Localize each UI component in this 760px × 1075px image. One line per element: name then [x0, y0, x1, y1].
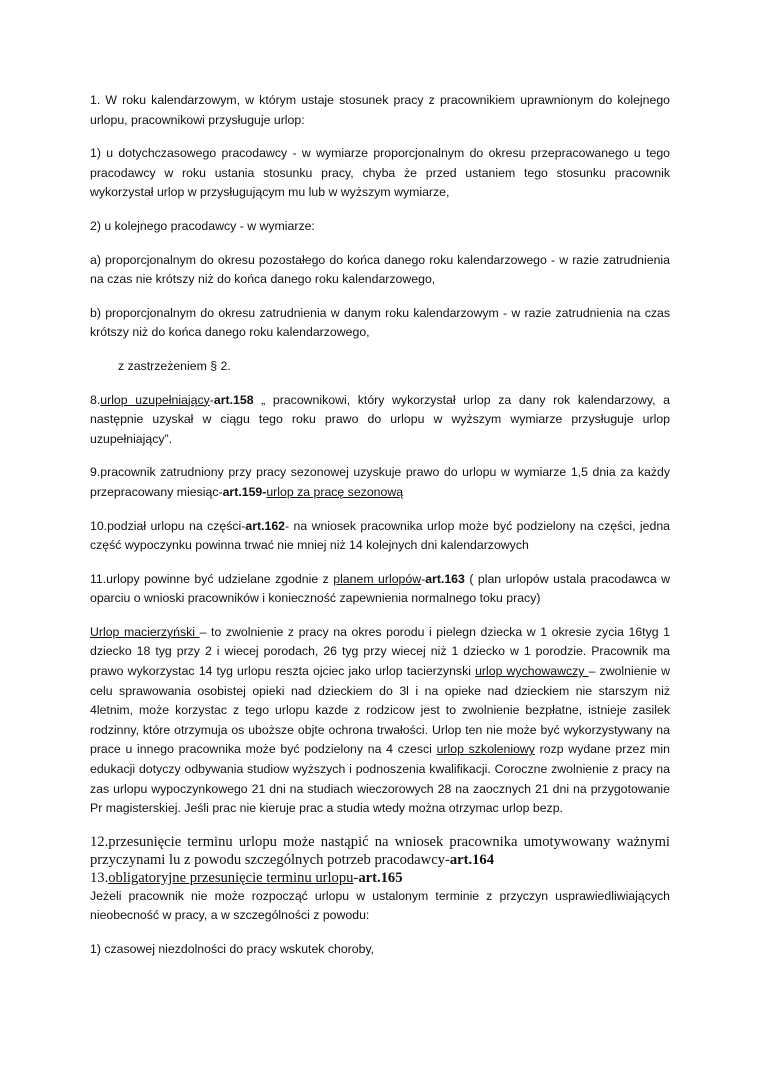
link-urlop-szkoleniowy[interactable]: urlop szkoleniowy — [436, 742, 535, 757]
article-ref: art.159- — [222, 484, 267, 499]
link-urlop-uzupelniajacy[interactable]: urlop uzupełniający — [100, 392, 210, 407]
paragraph-14: Jeżeli pracownik nie może rozpocząć urlopu w ustalonym terminie z przyczyn usprawiedliwiających nieobecność w pracy, a w szczególności z powodu: — [90, 888, 670, 923]
paragraph-12: 12.przesunięcie terminu urlopu może nastąpić na wniosek pracownika umotywowany ważnymi przyczynami lu z powodu szczególnych potrzeb pracodawcy-art.164 — [90, 833, 670, 868]
paragraph-5: b) proporcjonalnym do okresu zatrudnienia w danym roku kalendarzowym - w razie zatrudnienia na czas krótszy niż do końca danego roku kalendarzowego, — [90, 305, 670, 340]
paragraph-9: 9.pracownik zatrudniony przy pracy sezonowej uzyskuje prawo do urlopu w wymiarze 1,5 dnia za każdy przepracowany miesiąc-art.159-urlop za pracę sezonową — [90, 465, 670, 499]
paragraph-1: 1. W roku kalendarzowym, w którym ustaje stosunek pracy z pracownikiem uprawnionym do kolejnego urlopu, pracownikowi przysługuje urlop: — [90, 93, 670, 127]
link-obligatoryjne-przesuniecie[interactable]: obligatoryjne przesunięcie terminu urlopu — [108, 869, 354, 886]
paragraph-11: 11.urlopy powinne być udzielane zgodnie z planem urlopów-art.163 ( plan urlopów ustala pracodawca w oparciu o wnioski pracowników i konieczność zapewnienia normalnego toku pracy) — [90, 571, 671, 606]
link-urlop-macierzynski[interactable]: Urlop macierzyński — [90, 624, 200, 639]
article-ref: art.163 — [425, 571, 465, 586]
paragraph-2: 1) u dotychczasowego pracodawcy - w wymiarze proporcjonalnym do okresu przepracowanego u tego pracodawcy w roku ustania stosunku pracy, chyba że przed ustaniem tego stosunku pracownik wykorzystał urlop w przysługującym mu lub w wyższym wymiarze, — [90, 146, 670, 200]
link-urlop-wychowawczy[interactable]: urlop wychowawczy — [475, 664, 589, 679]
article-ref: art.162 — [245, 518, 286, 533]
article-ref: art.158 — [213, 392, 254, 407]
paragraph-6: z zastrzeżeniem § 2. — [118, 358, 231, 373]
document-page — [90, 91, 670, 974]
paragraph-10: 10.podział urlopu na części-art.162- na wniosek pracownika urlop może być podzielony na części, jedna część wypoczynku powinna trwać nie mniej niż 14 kolejnych dni kalendarzowych — [90, 518, 670, 553]
paragraph-urlop-macierzynski: Urlop macierzyński – to zwolnienie z pracy na okres porodu i pielegn dziecka w 1 okresie zycia 16tyg 1 dziecko 18 tyg przy 2 i wiecej porodach, 26 tyg przy wiecej niż 1 dziecko w 1 porodzie. Pracownik ma prawo wykorzystac 14 tyg urlopu reszta ojciec jako urlop tacierzynski urlop wychowawczy – zwolnienie w celu sprawowania osobistej opieki nad dzieckiem do 3l i na opieke nad dzieckiem nie starszym niż 4letnim, może korzystac z tego urlopu kazde z rodzicow jest to zwolnienie bezpłatne, istnieje zasilek rodzinny, które otrzymuja os uboższe objte ochrona trwałości. Urlop ten nie może być wykorzystywany na prace u innego pracownika może być podzielony na 4 czesci urlop szkoleniowy rozp wydane przez min edukacji dotyczy odbywania studiow wyższych i podnoszenia kwalifikacji. Coroczne zwolnienie z pracy na zas urlopu wypoczynkowego 21 dni na studiach wieczorowych 28 na zaocznych 21 dni na przygotowanie Pr magisterskiej. Jeśli prac nie kieruje prac a studia wtedy można otrzymac urlop bezp. — [90, 624, 670, 816]
item-number: 8. — [90, 392, 101, 407]
article-ref: art.164 — [449, 851, 495, 868]
paragraph-3: 2) u kolejnego pracodawcy - w wymiarze: — [90, 218, 315, 233]
link-urlop-sezonowy[interactable]: urlop za pracę sezonową — [266, 484, 404, 499]
paragraph-15: 1) czasowej niezdolności do pracy wskutek choroby, — [90, 942, 375, 956]
article-ref: art.165 — [358, 869, 403, 886]
link-plan-urlopow[interactable]: planem urlopów — [333, 571, 422, 586]
paragraph-4: a) proporcjonalnym do okresu pozostałego do końca danego roku kalendarzowego - w razie zatrudnienia na czas nie krótszy niż do końca danego roku kalendarzowego, — [90, 252, 670, 287]
paragraph-8: 8.urlop uzupełniający-art.158 „ pracownikowi, który wykorzystał urlop za dany rok kalendarzowy, a następnie uzyskał w ciągu tego roku prawo do urlopu w wyższym wymiarze przysługuje urlop uzupełniający”. — [90, 392, 670, 446]
paragraph-13: 13.obligatoryjne przesunięcie terminu urlopu-art.165 — [90, 869, 403, 886]
